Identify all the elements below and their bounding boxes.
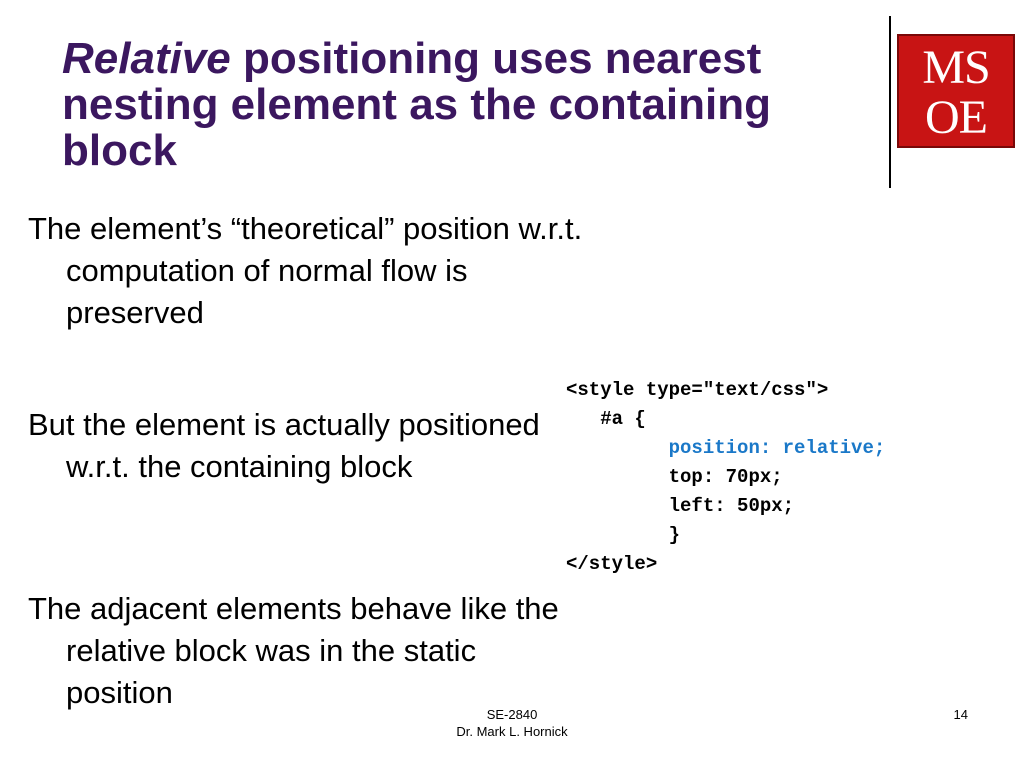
css-code-sample: [566, 376, 885, 579]
msoe-logo: [897, 34, 1015, 148]
logo-text-top: MS: [922, 41, 990, 94]
bullet-item-theoretical-position: The element’s “theoretical” position w.r.t. computation of normal flow is preserved: [28, 211, 583, 330]
code-line-style-close: </style>: [566, 553, 658, 575]
title-rest: positioning uses nearest nesting element as the containing block: [62, 34, 772, 175]
title-emphasis: Relative: [62, 34, 231, 83]
code-line-close-brace: }: [668, 524, 681, 546]
footer-info: [412, 706, 612, 740]
bullet-item-adjacent-elements: The adjacent elements behave like the relative block was in the static position: [28, 591, 559, 710]
code-line-top: top: 70px;: [668, 466, 783, 488]
slide-title: [62, 36, 882, 174]
logo-text-bottom: OE: [925, 91, 987, 144]
footer-course: SE-2840: [486, 707, 538, 722]
code-line-left: left: 50px;: [668, 495, 795, 517]
bullet-item-actual-position: But the element is actually positioned w.r.t. the containing block: [28, 407, 540, 484]
footer-author: Dr. Mark L. Hornick: [456, 724, 568, 739]
code-line-position-relative: position: relative;: [668, 437, 886, 459]
title-divider-line: [889, 16, 891, 188]
code-line-selector: #a {: [566, 408, 646, 430]
page-number: 14: [953, 707, 968, 722]
code-line-style-open: <style type="text/css">: [566, 379, 829, 401]
